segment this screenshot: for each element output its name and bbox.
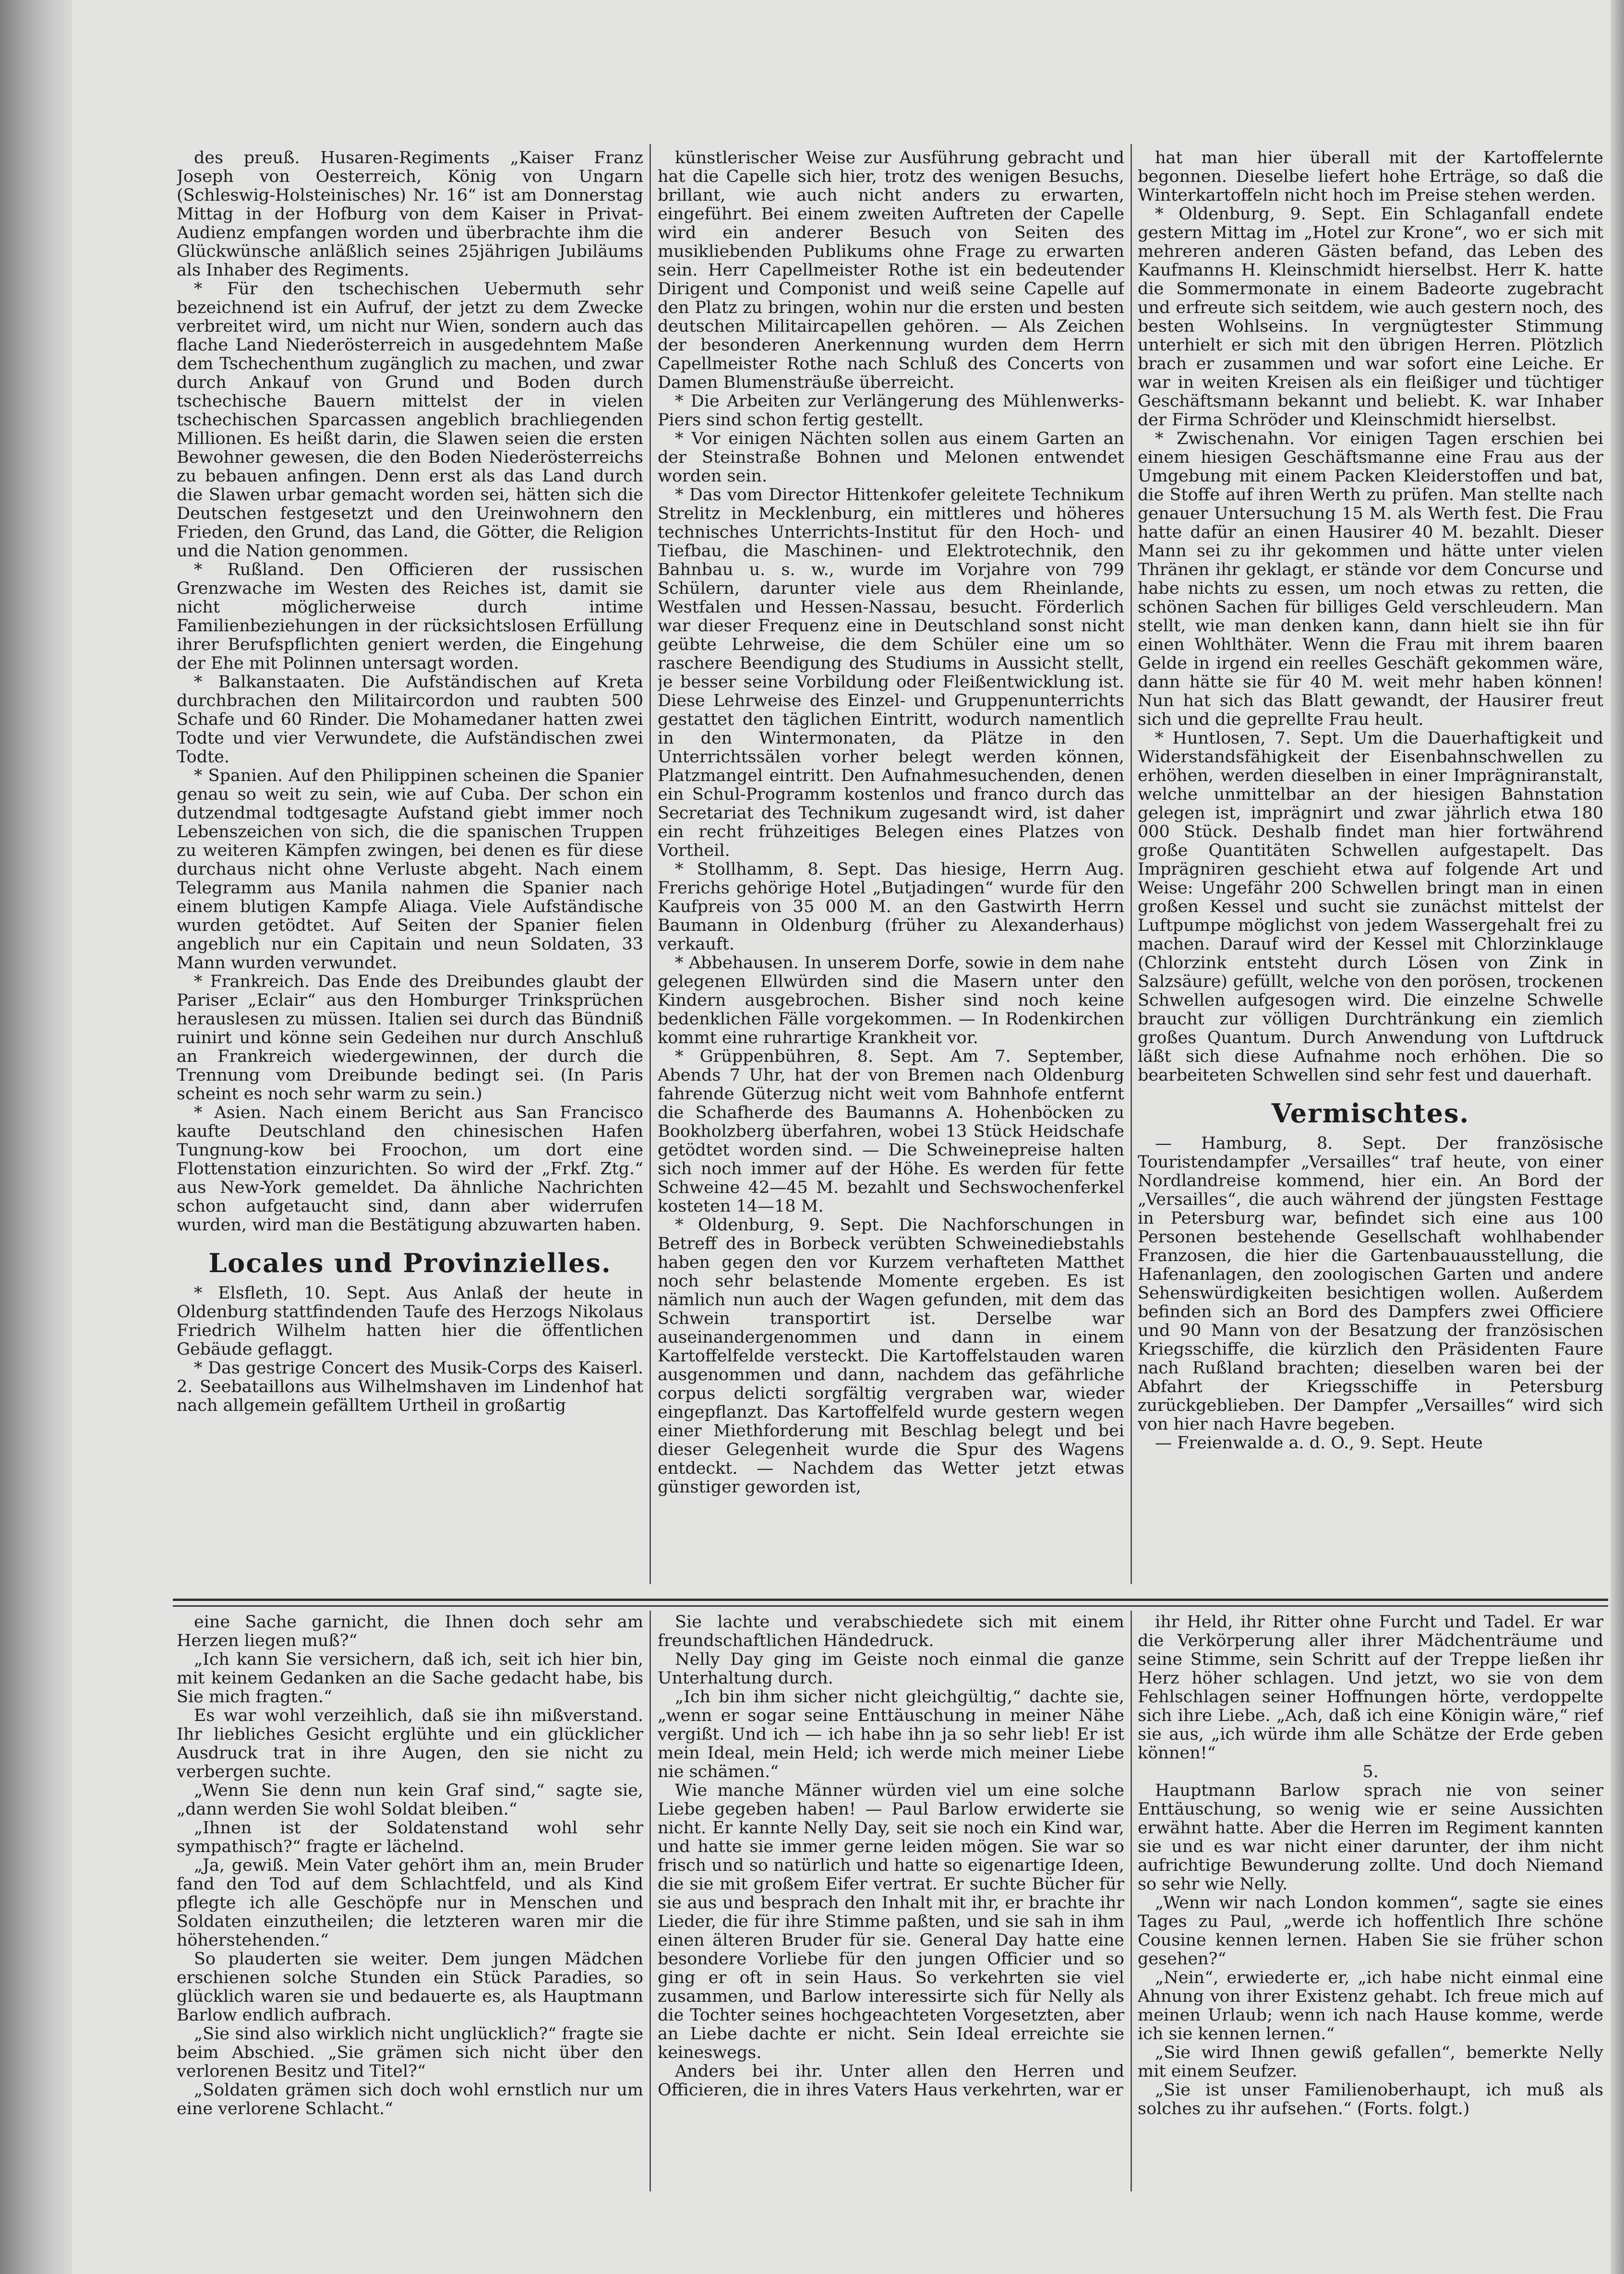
article-paragraph: * Oldenburg, 9. Sept. Die Nachforschungen in Betreff des in Borbeck verübten Schweinediebstahls haben gegen den vor Kurzem verhafteten Matthet noch sehr belastende Momente ergeben. Es ist nämlich nun auch der Wagen gefunden, mit dem das Schwein transportirt ist. Derselbe war auseinandergenommen und dann in einem Kartoffelfelde versteckt. Die Kartoffelstauden waren ausgenommen und dann, nachdem das gefährliche corpus delicti sorgfältig vergraben war, wieder eingepflanzt. Das Kartoffelfeld wurde gestern wegen einer Miethforderung mit Beschlag belegt und bei dieser Gelegenheit wurde die Spur des Wagens entdeckt. — Nachdem das Wetter jetzt etwas günstiger geworden ist, xyxy=(658,1215,1124,1497)
story-paragraph: „Wenn wir nach London kommen“, sagte sie eines Tages zu Paul, „werde ich hoffentlich Ihre schöne Cousine kennen lernen. Haben Sie sie früher schon gesehen?“ xyxy=(1138,1893,1603,1969)
upper-column-1 xyxy=(177,149,643,1584)
story-paragraph: So plauderten sie weiter. Dem jungen Mädchen erschienen solche Stunden ein Stück Paradies, so glücklich waren sie und bedauerte es, als Hauptmann Barlow endlich aufbrach. xyxy=(177,1949,643,2025)
article-paragraph: * Für den tschechischen Uebermuth sehr bezeichnend ist ein Aufruf, der jetzt zu dem Zwecke verbreitet wird, um nicht nur Wien, sondern auch das flache Land Niederösterreich in ausgedehntem Maße dem Tschechenthum zugänglich zu machen, und zwar durch Ankauf von Grund und Boden durch tschechische Bauern mittelst der in vielen tschechischen Sparcassen angeblich brachliegenden Millionen. Es heißt darin, die Slawen seien die ersten Bewohner gewesen, die den Boden Niederösterreichs zu bebauen anfingen. Denn erst als das Land durch die Slawen urbar gemacht worden sei, hätten sich die Deutschen festgesetzt und den Ureinwohnern den Frieden, den Grund, das Land, die Götter, die Religion und die Nation genommen. xyxy=(177,279,643,561)
feuilleton-rule-1 xyxy=(650,1611,651,2191)
story-paragraph: Sie lachte und verabschiedete sich mit einem freundschaftlichen Händedruck. xyxy=(658,1613,1124,1650)
feuilleton-divider-thin xyxy=(173,1605,1608,1607)
article-paragraph: * Grüppenbühren, 8. Sept. Am 7. September, Abends 7 Uhr, hat der von Bremen nach Oldenburg fahrende Güterzug nicht weit vom Bahnhofe entfernt die Schafherde des Baumanns A. Hohenböcken zu Bookholzberg überfahren, wobei 13 Stück Heidschafe getödtet worden sind. — Die Schweinepreise halten sich noch immer auf der Höhe. Es werden für fette Schweine 42—45 M. bezahlt und Sechswochenferkel kosteten 14—18 M. xyxy=(658,1047,1124,1216)
article-paragraph: — Freienwalde a. d. O., 9. Sept. Heute xyxy=(1155,1433,1483,1453)
story-paragraph: Wie manche Männer würden viel um eine solche Liebe gegeben haben! — Paul Barlow erwiderte sie nicht. Er kannte Nelly Day, seit sie noch ein Kind war, und hatte sie immer gerne leiden mögen. Sie war so frisch und so natürlich und hatte so eigenartige Ideen, die sie mit großem Eifer vertrat. Er suchte Bücher für sie aus und besprach den Inhalt mit ihr, er brachte ihr Lieder, die für ihre Stimme paßten, und sie sah in ihm einen älteren Bruder für sie. General Day hatte eine besondere Vorliebe für den jungen Officier und so ging er oft in sein Haus. So verkehrten sie viel zusammen, und Barlow interessirte sich für Nelly als die Tochter seines hochgeachteten Vorgesetzten, aber an Liebe dachte er nicht. Sein Ideal erreichte sie keineswegs. xyxy=(658,1781,1124,2062)
story-paragraph: „Sie sind also wirklich nicht unglücklich?“ fragte sie beim Abschied. „Sie grämen sich nicht über den verlorenen Besitz und Titel?“ xyxy=(177,2024,643,2081)
feuilleton-column-1 xyxy=(177,1613,643,2189)
story-paragraph: Es war wohl verzeihlich, daß sie ihn mißverstand. Ihr liebliches Gesicht erglühte und ein glücklicher Ausdruck trat in ihre Augen, den sie nicht zu verbergen suchte. xyxy=(177,1706,643,1781)
article-paragraph: hat man hier überall mit der Kartoffelernte begonnen. Dieselbe liefert hohe Erträge, so daß die Winterkartoffeln nicht hoch im Preise stehen werden. xyxy=(1138,149,1603,205)
article-paragraph: des preuß. Husaren-Regiments „Kaiser Franz Joseph von Oesterreich, König von Ungarn (Schleswig-Holsteinisches) Nr. 16“ ist am Donnerstag Mittag in der Hofburg von dem Kaiser in Privat-Audienz empfangen worden und überbrachte ihm die Glückwünsche anläßlich seines 25jährigen Jubiläums als Inhaber des Regiments. xyxy=(177,149,643,280)
story-paragraph: „Sie wird Ihnen gewiß gefallen“, bemerkte Nelly mit einem Seufzer. xyxy=(1138,2043,1603,2081)
story-paragraph: „Ich kann Sie versichern, daß ich, seit ich hier bin, mit keinem Gedanken an die Sache gedacht habe, bis Sie mich fragten.“ xyxy=(177,1650,643,1707)
article-paragraph: * Zwischenahn. Vor einigen Tagen erschien bei einem hiesigen Geschäftsmanne eine Frau aus der Umgebung mit einem Packen Kleiderstoffen und bat, die Stoffe auf ihren Werth zu prüfen. Man stellte nach genauer Untersuchung 15 M. als Werth fest. Die Frau hatte dafür an einen Hausirer 40 M. bezahlt. Dieser Mann sei zu ihr gekommen und hätte unter vielen Thränen ihr geklagt, er stände vor dem Concurse und habe nichts zu essen, um noch etwas zu retten, die schönen Sachen für billiges Geld verschleudern. Man stellt, wie man denken kann, dann hielt sie ihn für einen Wohlthäter. Wenn die Frau mit ihrem baaren Gelde in irgend ein reelles Geschäft gekommen wäre, dann hätte sie für 40 M. weit mehr haben können! Nun hat sich das Blatt gewandt, der Hausirer freut sich und die geprellte Frau heult. xyxy=(1138,429,1603,729)
article-paragraph: * Das vom Director Hittenkofer geleitete Technikum Strelitz in Mecklenburg, ein mittleres und höheres technisches Unterrichts-Institut für den Hoch- und Tiefbau, die Maschinen- und Elektrotechnik, den Bahnbau u. s. w., wurde im Vorjahre von 799 Schülern, darunter viele aus dem Rheinlande, Westfalen und Hessen-Nassau, besucht. Förderlich war dieser Frequenz eine in Deutschland sonst nicht geübte Lehrweise, die dem Schüler eine um so raschere Beendigung des Studiums in Aussicht stellt, je besser seine Vorbildung oder Fleißentwicklung ist. Diese Lehrweise des Einzel- und Gruppenunterrichts gestattet den täglichen Eintritt, wodurch namentlich in den Wintermonaten, da Plätze in den Unterrichtssälen vorher belegt werden können, Platzmangel eintritt. Den Aufnahmesuchenden, denen ein Schul-Programm kostenlos und franco durch das Secretariat des Technikum zugesandt wird, ist daher ein recht frühzeitiges Belegen eines Platzes von Vortheil. xyxy=(658,485,1124,860)
article-paragraph: * Frankreich. Das Ende des Dreibundes glaubt der Pariser „Eclair“ aus den Homburger Trinksprüchen herauslesen zu müssen. Italien sei durch das Bündniß ruinirt und könne sein Gedeihen nur durch Anschluß an Frankreich wiedergewinnen, der durch die Trennung vom Dreibunde bedingt sei. (In Paris scheint es noch sehr warm zu sein.) xyxy=(177,972,643,1104)
article-paragraph: * Die Arbeiten zur Verlängerung des Mühlenwerks-Piers sind schon fertig gestellt. xyxy=(658,392,1124,430)
article-paragraph: — Hamburg, 8. Sept. Der französische Touristendampfer „Versailles“ traf heute, von einer Nordlandreise kommend, hier ein. An Bord der „Versailles“, die auch während der jüngsten Festtage in Petersburg war, befindet sich eine aus 100 Personen bestehende Gesellschaft wohlhabender Franzosen, die hier die Gartenbauausstellung, die Hafenanlagen, den zoologischen Garten und andere Sehenswürdigkeiten besichtigen wollen. Außerdem befinden sich an Bord des Dampfers zwei Officiere und 90 Mann von der Besatzung der französischen Kriegsschiffe, die kürzlich den Präsidenten Faure nach Rußland brachten; dieselben waren bei der Abfahrt der Kriegsschiffe in Petersburg zurückgeblieben. Der Dampfer „Versailles“ wird sich von hier nach Havre begeben. xyxy=(1138,1134,1603,1434)
vermischtes-heading: Vermischtes. xyxy=(1271,1098,1470,1129)
story-paragraph: „Wenn Sie denn nun kein Graf sind,“ sagte sie, „dann werden Sie wohl Soldat bleiben.“ xyxy=(177,1781,643,1819)
feuilleton-divider xyxy=(173,1599,1608,1601)
article-paragraph: * Elsfleth, 10. Sept. Aus Anlaß der heute in Oldenburg stattfindenden Taufe des Herzogs Nikolaus Friedrich Wilhelm hatten hier die öffentlichen Gebäude geflaggt. xyxy=(177,1284,643,1359)
story-paragraph: „Nein“, erwiederte er, „ich habe nicht einmal eine Ahnung von ihrer Existenz gehabt. Ich freue mich auf meinen Urlaub; wenn ich nach Hause komme, werde ich sie kennen lernen.“ xyxy=(1138,1968,1603,2044)
story-paragraph: „Ich bin ihm sicher nicht gleichgültig,“ dachte sie, „wenn er sogar seine Enttäuschung in meiner Nähe vergißt. Und ich — ich habe ihn ja so sehr lieb! Er ist mein Ideal, mein Held; ich werde mich meiner Liebe nie schämen.“ xyxy=(658,1687,1124,1781)
story-paragraph: Hauptmann Barlow sprach nie von seiner Enttäuschung, so wenig wie er seine Aussichten erwähnt hatte. Aber die Herren im Regiment kannten sie und es war nicht einer darunter, der ihm nicht aufrichtige Bewunderung zollte. Und doch Niemand so sehr wie Nelly. xyxy=(1138,1781,1603,1894)
story-paragraph: „Soldaten grämen sich doch wohl ernstlich nur um eine verlorene Schlacht.“ xyxy=(177,2081,643,2118)
article-paragraph: * Rußland. Den Officieren der russischen Grenzwache im Westen des Reiches ist, damit sie nicht möglicherweise durch intime Familienbeziehungen in der rücksichtslosen Erfüllung ihrer Berufspflichten geniert werden, die Eingehung der Ehe mit Polinnen untersagt worden. xyxy=(177,560,643,673)
story-paragraph: Nelly Day ging im Geiste noch einmal die ganze Unterhaltung durch. xyxy=(658,1650,1124,1688)
story-paragraph: eine Sache garnicht, die Ihnen doch sehr am Herzen liegen muß?“ xyxy=(177,1613,643,1650)
article-paragraph: künstlerischer Weise zur Ausführung gebracht und hat die Capelle sich hier, trotz des wenigen Besuchs, brillant, wie auch nicht anders zu erwarten, eingeführt. Bei einem zweiten Auftreten der Capelle wird ein anderer Besuch von Seiten des musikliebenden Publikums ohne Frage zu erwarten sein. Herr Capellmeister Rothe ist ein bedeutender Dirigent und Componist und weiß seine Capelle auf den Platz zu bringen, wohin nur die ersten und besten deutschen Militaircapellen gehören. — Als Zeichen der besonderen Anerkennung wurden dem Herrn Capellmeister Rothe nach Schluß des Concerts von Damen Blumensträuße überreicht. xyxy=(658,149,1124,392)
story-paragraph: „Ja, gewiß. Mein Vater gehört ihm an, mein Bruder fand den Tod auf dem Schlachtfeld, und als Kind pflegte ich alle Geschöpfe nur in Menschen und Soldaten einzutheilen; die letzteren waren mir die höherstehenden.“ xyxy=(177,1856,643,1950)
upper-column-3 xyxy=(1138,149,1603,1584)
locales-heading: Locales und Provinzielles. xyxy=(208,1248,612,1278)
article-paragraph: * Vor einigen Nächten sollen aus einem Garten an der Steinstraße Bohnen und Melonen entwendet worden sein. xyxy=(658,429,1124,486)
article-paragraph: * Huntlosen, 7. Sept. Um die Dauerhaftigkeit und Widerstandsfähigkeit der Eisenbahnschwellen zu erhöhen, werden dieselben in einer Imprägniranstalt, welche unmittelbar an der hiesigen Bahnstation gelegen ist, imprägnirt und zwar jährlich etwa 180 000 Stück. Deshalb findet man hier fortwährend große Quantitäten Schwellen aufgestapelt. Das Imprägniren geschieht etwa auf folgende Art und Weise: Ungefähr 200 Schwellen bringt man in einen großen Kessel und sucht sie zunächst mittelst der Luftpumpe möglichst von jedem Wassergehalt frei zu machen. Darauf wird der Kessel mit Chlorzinklauge (Chlorzink entsteht durch Lösen von Zink in Salzsäure) gefüllt, welche von den porösen, trockenen Schwellen aufgesogen wird. Die einzelne Schwelle braucht zur völligen Durchtränkung ein ziemlich großes Quantum. Durch Anwendung von Luftdruck läßt sich diese Aufnahme noch erhöhen. Die so bearbeiteten Schwellen sind sehr fest und dauerhaft. xyxy=(1138,729,1603,1085)
upper-column-2 xyxy=(658,149,1124,1584)
story-paragraph: Anders bei ihr. Unter allen den Herren und Officieren, die in ihres Vaters Haus verkehrten, war er xyxy=(658,2062,1124,2100)
article-paragraph: * Asien. Nach einem Bericht aus San Francisco kaufte Deutschland den chinesischen Hafen Tungnung-kow bei Froochon, um dort eine Flottenstation einzurichten. So wird der „Frkf. Ztg.“ aus New-York gemeldet. Da ähnliche Nachrichten schon aufgetaucht sind, dann aber widerrufen wurden, wird man die Bestätigung abzuwarten haben. xyxy=(177,1103,643,1235)
story-paragraph: „Sie ist unser Familienoberhaupt, ich muß als solches zu ihr aufsehen.“ (Forts. folgt.) xyxy=(1138,2081,1603,2118)
feuilleton-column-2 xyxy=(658,1613,1124,2189)
feuilleton-rule-2 xyxy=(1131,1611,1132,2191)
article-paragraph: * Das gestrige Concert des Musik-Corps des Kaiserl. 2. Seebataillons aus Wilhelmshaven im Lindenhof hat nach allgemein gefälltem Urtheil in großartig xyxy=(177,1359,643,1415)
feuilleton-column-3 xyxy=(1138,1613,1603,2189)
book-binding-edge xyxy=(0,0,72,2274)
story-paragraph: ihr Held, ihr Ritter ohne Furcht und Tadel. Er war die Verkörperung aller ihrer Mädchenträume und seine Stimme, sein Schritt auf der Treppe ließen ihr Herz höher schlagen. Und jetzt, wo sie von dem Fehlschlagen seiner Hoffnungen hörte, verdoppelte sich ihre Liebe. „Ach, daß ich eine Königin wäre,“ rief sie aus, „ich würde ihm alle Schätze der Erde geben können!“ xyxy=(1138,1613,1603,1763)
article-paragraph: * Abbehausen. In unserem Dorfe, sowie in dem nahe gelegenen Ellwürden sind die Masern unter den Kindern ausgebrochen. Bisher sind noch keine bedenklichen Fälle vorgekommen. — In Rodenkirchen kommt eine ruhrartige Krankheit vor. xyxy=(658,953,1124,1047)
column-rule-1 xyxy=(650,144,651,1584)
article-paragraph: * Balkanstaaten. Die Aufständischen auf Kreta durchbrachen den Militaircordon und raubten 500 Schafe und 60 Rinder. Die Mohamedaner hatten zwei Todte und vier Verwundete, die Aufständischen zwei Todte. xyxy=(177,673,643,767)
column-rule-2 xyxy=(1131,144,1132,1584)
article-paragraph: * Stollhamm, 8. Sept. Das hiesige, Herrn Aug. Frerichs gehörige Hotel „Butjadingen“ wurde für den Kaufpreis von 35 000 M. an den Gastwirth Herrn Baumann in Oldenburg (früher zu Alexanderhaus) verkauft. xyxy=(658,860,1124,954)
story-paragraph: „Ihnen ist der Soldatenstand wohl sehr sympathisch?“ fragte er lächelnd. xyxy=(177,1818,643,1856)
section-number: 5. xyxy=(1362,1762,1379,1781)
page-edge-shadow xyxy=(1611,0,1624,2274)
article-paragraph: * Spanien. Auf den Philippinen scheinen die Spanier genau so weit zu sein, wie auf Cuba. Der schon ein dutzendmal todtgesagte Aufstand giebt immer noch Lebenszeichen von sich, die die spanischen Truppen zu weiteren Kämpfen zwingen, bei denen es für diese durchaus nicht ohne Verluste abgeht. Nach einem Telegramm aus Manila nahmen die Spanier nach einem blutigen Kampfe Aliaga. Viele Aufständische wurden getödtet. Auf Seiten der Spanier fielen angeblich nur ein Capitain und neun Soldaten, 33 Mann wurden verwundet. xyxy=(177,766,643,973)
article-paragraph: * Oldenburg, 9. Sept. Ein Schlaganfall endete gestern Mittag im „Hotel zur Krone“, wo er sich mit mehreren anderen Gästen befand, das Leben des Kaufmanns H. Kleinschmidt hierselbst. Herr K. hatte die Sommermonate in einem Badeorte zugebracht und erfreute sich seitdem, wie auch gestern noch, des besten Wohlseins. In vergnügtester Stimmung unterhielt er sich mit den übrigen Herren. Plötzlich brach er zusammen und war sofort eine Leiche. Er war in weiten Kreisen als ein fleißiger und tüchtiger Geschäftsmann bekannt und beliebt. K. war Inhaber der Firma Schröder und Kleinschmidt hierselbst. xyxy=(1138,205,1603,430)
